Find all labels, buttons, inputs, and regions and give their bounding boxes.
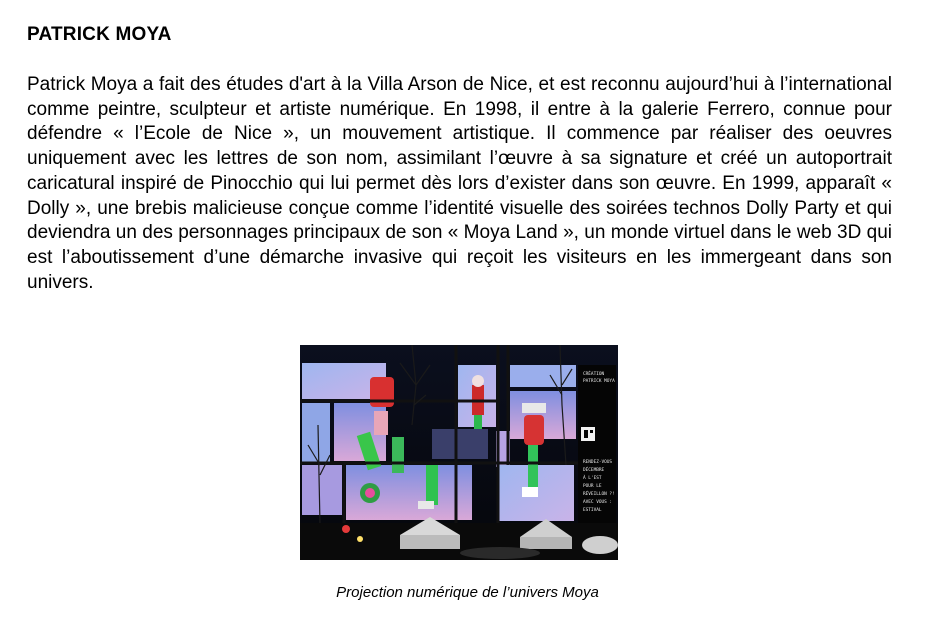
facade-text-line: RÉVEILLON ?! bbox=[583, 492, 615, 497]
facade-text-line: RENDEZ-VOUS bbox=[583, 460, 613, 465]
page-title: PATRICK MOYA bbox=[27, 24, 172, 45]
projection-photo bbox=[300, 345, 618, 560]
biography-paragraph: Patrick Moya a fait des études d'art à la Villa Arson de Nice, et est reconnu aujourd’hui à l’international comme peintre, sculpteur et artiste numérique. En 1998, il entre à la galerie Ferrero, connue pour défendre « l’Ecole de Nice », un mouvement artistique. Il commence par réaliser des oeuvres uniquement avec les lettres de son nom, assimilant l’œuvre à sa signature et créé un autoportrait caricatural inspiré de Pinocchio qui lui permet dès lors d’exister dans son œuvre. En 1999, apparaît « Dolly », une brebis malicieuse conçue comme l’identité visuelle des soirées technos Dolly Party et qui deviendra un des personnages principaux de son « Moya Land », un monde virtuel dans le web 3D qui est l’aboutissement d’une démarche invasive qui reçoit les visiteurs en les immergeant dans son univers. bbox=[27, 74, 892, 293]
facade-text-line: PATRICK MOYA bbox=[583, 379, 615, 384]
facade-text-line: ESTIVAL bbox=[583, 508, 602, 513]
facade-text-line: POUR LE bbox=[583, 484, 602, 489]
facade-text-line: À L'EST bbox=[583, 476, 602, 481]
figure-caption: Projection numérique de l’univers Moya bbox=[336, 584, 599, 601]
facade-text-line: DÉCEMBRE bbox=[583, 468, 605, 473]
facade-text-line: AVEC VOUS : bbox=[583, 500, 613, 505]
facade-text-line: CRÉATION bbox=[583, 372, 605, 377]
